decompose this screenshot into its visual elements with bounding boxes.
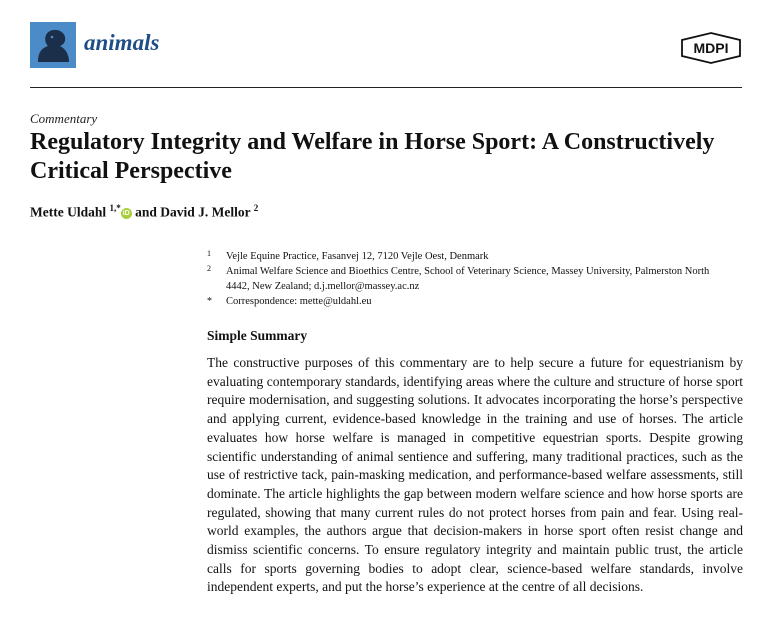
affiliation-text: Vejle Equine Practice, Fasanvej 12, 7120 Vejle Oest, Denmark xyxy=(226,251,489,262)
journal-logo-icon xyxy=(30,22,76,68)
author-affiliation-mark: 1,* xyxy=(109,203,121,213)
summary-body: The constructive purposes of this commentary are to help secure a future for equestrianism by evaluating contemporary standards, identifying areas where the culture and structure of horse sport require modernisation, and suggesting solutions. It advocates incorporating the horse’s perspective and applying current, evidence-based knowledge in the training and use of horses. The article evaluates how horse welfare is managed in competitive equestrian sports. Despite growing scientific understanding of animal sentience and suffering, many traditional practices, such as the use of restrictive tack, pain-masking medication, and performance-based welfare assessments, still dominate. The article highlights the gap between modern welfare science and how horse sports are regulated, showing that many current rules do not protect horses from pain and fear. Using real-world examples, the authors argue that decision-makers in horse sport often resist change and dismiss scientific concerns. To ensure regulatory integrity and maintain public trust, the article calls for sports governing bodies to adopt clear, science-based welfare standards, involve independent experts, and put the horse’s experience at the centre of all decisions. xyxy=(207,355,743,595)
correspondence-text: Correspondence: mette@uldahl.eu xyxy=(226,296,372,307)
affiliation-item xyxy=(207,294,727,309)
orcid-icon[interactable]: iD xyxy=(122,209,130,217)
affiliation-item xyxy=(207,249,727,264)
author-name: Mette Uldahl xyxy=(30,204,107,220)
author-name: David J. Mellor xyxy=(160,204,251,220)
article-title: Regulatory Integrity and Welfare in Horse Sport: A Constructively Critical Perspective xyxy=(30,129,715,184)
author-joiner: and xyxy=(135,204,157,220)
author-affiliation-mark: 2 xyxy=(253,203,259,213)
affiliation-mark: 2 xyxy=(207,264,211,273)
affiliation-list xyxy=(207,249,727,309)
affiliation-item xyxy=(207,264,727,294)
author-list xyxy=(30,203,258,221)
journal-name: animals xyxy=(84,30,160,55)
mdpi-logo-icon xyxy=(680,32,742,64)
affiliation-mark: * xyxy=(207,296,212,307)
summary-heading: Simple Summary xyxy=(207,328,308,343)
affiliation-mark: 1 xyxy=(207,249,211,258)
article-type: Commentary xyxy=(30,111,98,126)
publisher-name: MDPI xyxy=(693,40,729,56)
affiliation-text: Animal Welfare Science and Bioethics Centre, School of Veterinary Science, Massey University, Palmerston North 4442, New Zealand; d.j.mellor@massey.ac.nz xyxy=(226,266,710,292)
header-divider xyxy=(30,87,742,88)
